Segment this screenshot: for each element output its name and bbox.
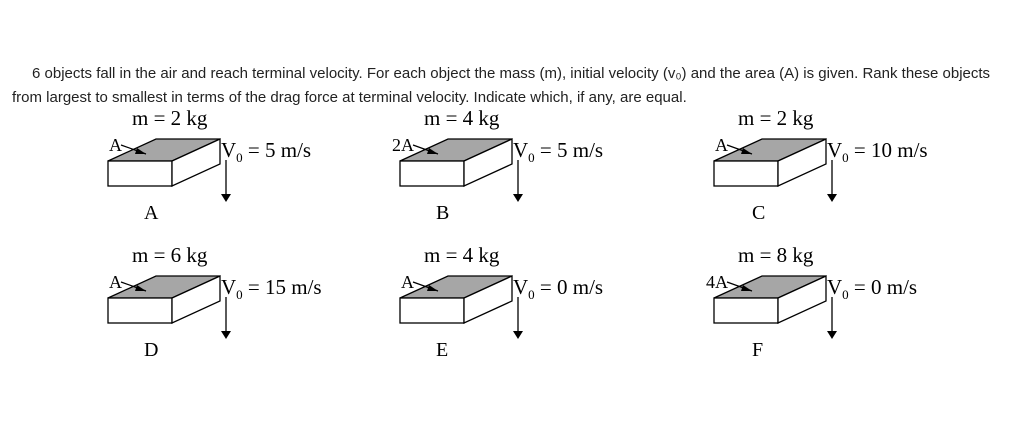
object-area: 4A xyxy=(706,272,728,292)
block-front-face xyxy=(400,298,464,323)
object-area: 2A xyxy=(392,135,414,155)
velocity-arrow-head xyxy=(221,194,231,202)
object-velocity xyxy=(221,275,322,303)
object-label: C xyxy=(752,202,766,224)
object-diagram-d xyxy=(88,243,348,373)
velocity-symbol: V xyxy=(513,138,529,162)
object-diagram-a xyxy=(88,106,348,236)
object-label: D xyxy=(144,339,159,361)
velocity-arrow-head xyxy=(827,331,837,339)
object-mass: m = 2 kg xyxy=(132,106,208,130)
velocity-arrow-head xyxy=(513,331,523,339)
velocity-arrow-head xyxy=(513,194,523,202)
velocity-symbol: V xyxy=(221,138,237,162)
object-label: F xyxy=(752,339,764,361)
object-velocity xyxy=(513,138,603,166)
object-area: A xyxy=(401,272,414,292)
object-label: B xyxy=(436,202,450,224)
object-area: A xyxy=(109,272,122,292)
velocity-arrow-head xyxy=(827,194,837,202)
velocity-subscript: 0 xyxy=(528,150,535,166)
object-area: A xyxy=(109,135,122,155)
block-diagram xyxy=(88,243,348,373)
velocity-subscript: 0 xyxy=(236,150,243,166)
question-text: 6 objects fall in the air and reach terminal velocity. For each object the mass (m), initial velocity (v₀) and the area (A) is given. Rank these objects from largest to smallest in terms of the drag force at terminal velocity. Indicate which, if any, are equal. xyxy=(12,65,991,106)
object-area: A xyxy=(715,135,728,155)
velocity-value: = 10 m/s xyxy=(848,138,928,162)
velocity-value: = 5 m/s xyxy=(242,138,312,162)
object-velocity xyxy=(827,138,928,166)
block-front-face xyxy=(400,161,464,186)
velocity-subscript: 0 xyxy=(236,287,243,303)
block-diagram xyxy=(380,106,640,236)
object-diagram-f xyxy=(694,243,954,373)
object-diagram-e xyxy=(380,243,640,373)
velocity-subscript: 0 xyxy=(842,150,849,166)
velocity-subscript: 0 xyxy=(528,287,535,303)
velocity-value: = 15 m/s xyxy=(242,275,322,299)
object-label: E xyxy=(436,339,449,361)
velocity-symbol: V xyxy=(221,275,237,299)
block-diagram xyxy=(694,243,954,373)
object-mass: m = 6 kg xyxy=(132,243,208,267)
object-diagram-c xyxy=(694,106,954,236)
velocity-value: = 0 m/s xyxy=(534,275,604,299)
block-front-face xyxy=(108,161,172,186)
velocity-symbol: V xyxy=(827,275,843,299)
object-velocity xyxy=(827,275,917,303)
block-front-face xyxy=(714,298,778,323)
object-mass: m = 4 kg xyxy=(424,106,500,130)
block-front-face xyxy=(714,161,778,186)
object-velocity xyxy=(221,138,311,166)
block-diagram xyxy=(694,106,954,236)
velocity-value: = 0 m/s xyxy=(848,275,918,299)
block-front-face xyxy=(108,298,172,323)
object-velocity xyxy=(513,275,603,303)
block-diagram xyxy=(88,106,348,236)
object-mass: m = 2 kg xyxy=(738,106,814,130)
object-mass: m = 4 kg xyxy=(424,243,500,267)
object-label: A xyxy=(144,202,159,224)
velocity-symbol: V xyxy=(513,275,529,299)
velocity-value: = 5 m/s xyxy=(534,138,604,162)
object-diagram-b xyxy=(380,106,640,236)
block-diagram xyxy=(380,243,640,373)
velocity-subscript: 0 xyxy=(842,287,849,303)
velocity-arrow-head xyxy=(221,331,231,339)
velocity-symbol: V xyxy=(827,138,843,162)
object-mass: m = 8 kg xyxy=(738,243,814,267)
